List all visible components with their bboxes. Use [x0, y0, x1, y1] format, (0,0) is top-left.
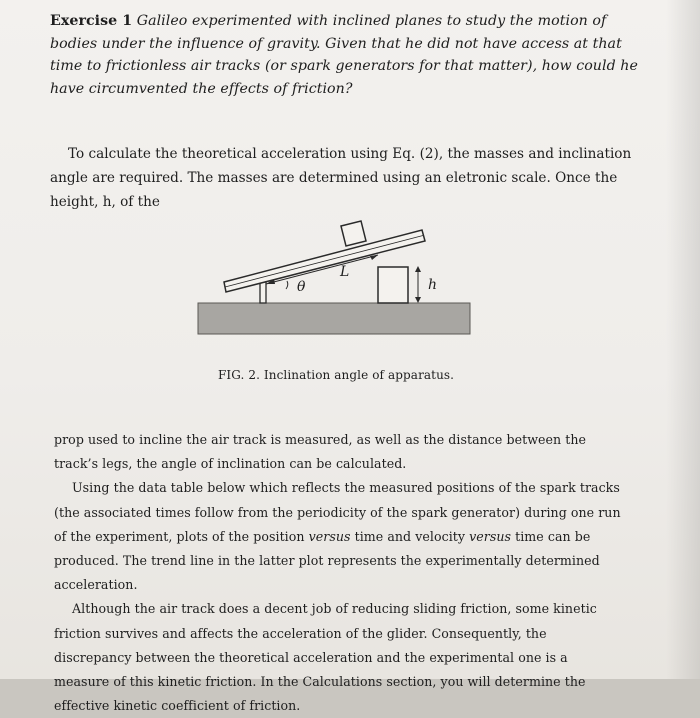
track-left-leg: [260, 281, 266, 303]
inclination-figure: [190, 208, 480, 338]
label-L: L: [340, 264, 350, 280]
label-theta: θ: [297, 279, 306, 295]
figure-caption: FIG. 2. Inclination angle of apparatus.: [218, 368, 455, 382]
exercise-block: [50, 10, 650, 100]
exercise-question: Galileo experimented with inclined planes to study the motion of bodies under the influence of gravity. Given that he did not have access at that time to frictionless air tracks (or spark generators for that matter), how could he have circumvented the effects of friction?: [50, 13, 638, 97]
exercise-label: Exercise 1: [50, 13, 133, 29]
label-h: h: [428, 277, 438, 293]
prop-block: [378, 267, 408, 303]
paragraph-procedure-line1: prop used to incline the air track is measured, as well as the distance between the track’s legs, the angle of inclination can be calculated.: [54, 432, 587, 472]
paragraph-data-table-mid: time and velocity: [350, 528, 470, 544]
angle-arc: [286, 281, 288, 289]
paragraph-calculation-intro: To calculate the theoretical acceleration using Eq. (2), the masses and inclination angle are required. The masses are determined using an eletronic scale. Once the height, h, of the: [50, 146, 632, 210]
ground-base: [198, 303, 470, 334]
versus-word-2: versus: [469, 528, 512, 544]
paragraph-data-table-end: time can be produced. The trend line in the latter plot represents the experimentally determined acceleration.: [54, 528, 600, 593]
glider: [341, 221, 366, 246]
paragraph-data-table-start: Using the data table below which reflects the measured positions of the spark tracks (the associated times follow from the periodicity of the spark generator) during one run of the experiment, plots of the position: [54, 480, 621, 544]
versus-word-1: versus: [308, 528, 351, 544]
paragraph-procedure: [54, 428, 622, 718]
paragraph-friction: Although the air track does a decent job of reducing sliding friction, some kinetic friction survives and affects the acceleration of the glider. Consequently, the discrepancy between the theoretical acceleration and the experimental one is a measure of this kinetic friction. In the Calculations section, you will determine the effective kinetic coefficient of friction.: [54, 601, 597, 714]
